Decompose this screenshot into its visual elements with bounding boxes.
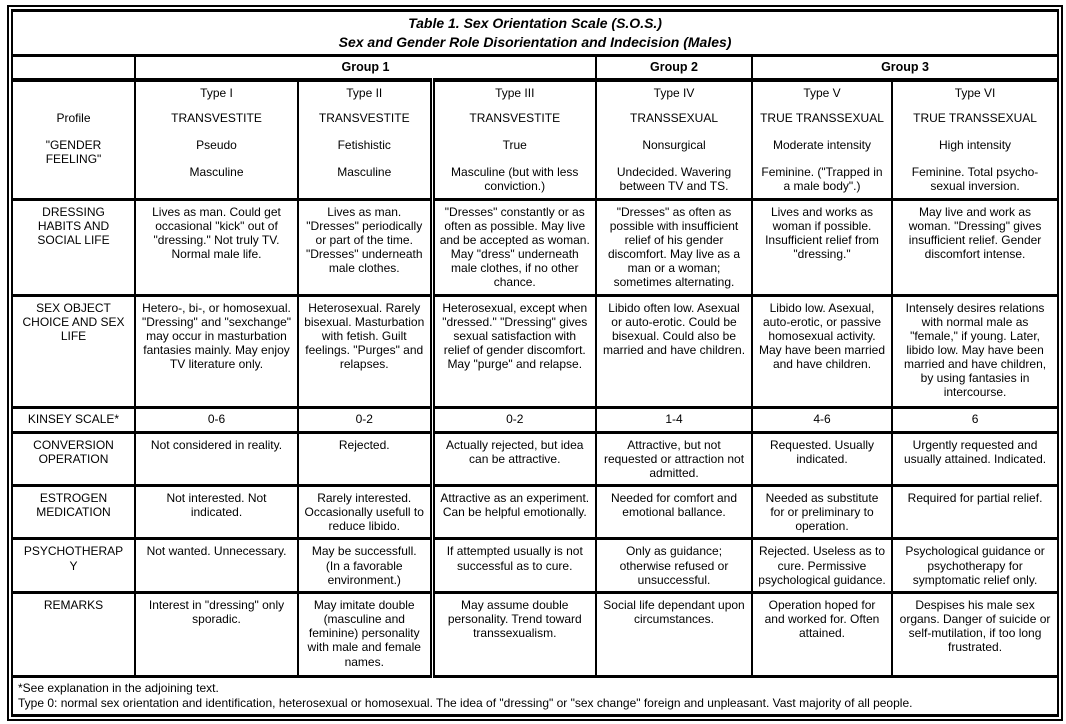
type4-feeling: Undecided. Wavering between TV and TS. (616, 165, 732, 194)
dressing-cell-type2: Lives as man. "Dresses" periodically or part of the time. "Dresses" underneath male clothes. (298, 199, 432, 295)
title-row (12, 11, 1058, 56)
type4-subtype: Nonsurgical (642, 138, 706, 153)
dressing-habits-row (12, 199, 1058, 295)
type3-feeling: Masculine (but with less conviction.) (451, 165, 579, 194)
dressing-cell-type3: "Dresses" constantly or as often as possible. May live and be accepted as woman. May "dress" underneath male clothes, if no other chance. (432, 199, 596, 295)
footnote-line2: Type 0: normal sex orientation and identification, heterosexual or homosexual. The idea of "dressing" or "sex change" foreign and unpleasant. Vast majority of all people. (18, 695, 913, 710)
row-label-estrogen-medication: ESTROGEN MEDICATION (12, 486, 135, 539)
type3-name: TRANSVESTITE (469, 111, 561, 126)
footnote-cell (12, 676, 1058, 715)
estrogen-cell-type1: Not interested. Not indicated. (135, 486, 298, 539)
type5-name: TRUE TRANSSEXUAL (760, 111, 884, 126)
row-label-remarks: REMARKS (12, 592, 135, 676)
type4-header (596, 80, 752, 199)
type5-label: Type V (803, 86, 841, 101)
group-header-row (12, 55, 1058, 80)
type6-header (892, 80, 1058, 199)
type2-label: Type II (346, 86, 383, 101)
psychotherapy-cell-type5: Rejected. Useless as to cure. Permissive psychological guidance. (752, 539, 892, 592)
title-cell (12, 11, 1058, 56)
type2-name: TRANSVESTITE (318, 111, 410, 126)
dressing-cell-type1: Lives as man. Could get occasional "kick" out of "dressing." Not truly TV. Normal male life. (135, 199, 298, 295)
conversion-cell-type3: Actually rejected, but idea can be attractive. (432, 432, 596, 485)
estrogen-cell-type3: Attractive as an experiment. Can be helpful emotionally. (432, 486, 596, 539)
profile-label-spacer (21, 86, 126, 111)
row-label-profile (12, 80, 135, 199)
type3-label: Type III (495, 86, 535, 101)
type1-subtype: Pseudo (196, 138, 237, 153)
remarks-cell-type3: May assume double personality. Trend toward transsexualism. (432, 592, 596, 676)
conversion-cell-type1: Not considered in reality. (135, 432, 298, 485)
dressing-cell-type4: "Dresses" as often as possible with insufficient relief of his gender discomfort. May live as a man or a woman; sometimes alternating. (596, 199, 752, 295)
row-label-dressing-habits: DRESSING HABITS AND SOCIAL LIFE (12, 199, 135, 295)
profile-label-line1: Profile (56, 111, 91, 126)
type1-label: Type I (200, 86, 233, 101)
profile-row (12, 80, 1058, 199)
group-header-1: Group 1 (135, 55, 596, 80)
group-header-2: Group 2 (596, 55, 752, 80)
sex-object-cell-type3: Heterosexual, except when "dressed." "Dressing" gives sexual satisfaction with relief of gender discomfort. May "purge" and relapse. (432, 295, 596, 407)
type3-header (432, 80, 596, 199)
psychotherapy-cell-type6: Psychological guidance or psychotherapy for symptomatic relief only. (892, 539, 1058, 592)
footnote-row (12, 676, 1058, 715)
type1-feeling: Masculine (189, 165, 244, 180)
type6-subtype: High intensity (939, 138, 1012, 153)
kinsey-cell-type5: 4-6 (752, 407, 892, 432)
kinsey-cell-type1: 0-6 (135, 407, 298, 432)
footnote-line1: *See explanation in the adjoining text. (18, 680, 219, 695)
sex-object-cell-type5: Libido low. Asexual, auto-erotic, or passive homosexual activity. May have been married and have children. (752, 295, 892, 407)
type3-subtype: True (502, 138, 527, 153)
sex-object-cell-type1: Hetero-, bi-, or homosexual. "Dressing" and "sexchange" may occur in masturbation fantasies mainly. May enjoy TV literature only. (135, 295, 298, 407)
psychotherapy-cell-type4: Only as guidance; otherwise refused or unsuccessful. (596, 539, 752, 592)
estrogen-cell-type4: Needed for comfort and emotional ballance. (596, 486, 752, 539)
conversion-cell-type4: Attractive, but not requested or attraction not admitted. (596, 432, 752, 485)
conversion-cell-type2: Rejected. (298, 432, 432, 485)
table-title-line2: Sex and Gender Role Disorientation and Indecision (Males) (338, 33, 732, 50)
sex-object-cell-type6: Intensely desires relations with normal male as "female," if young. Later, libido low. May have been married and have children, by using fantasies in intercourse. (892, 295, 1058, 407)
dressing-cell-type6: May live and work as woman. "Dressing" gives insufficient relief. Gender discomfort intense. (892, 199, 1058, 295)
remarks-cell-type6: Despises his male sex organs. Danger of suicide or self-mutilation, if too long frustrated. (892, 592, 1058, 676)
conversion-cell-type5: Requested. Usually indicated. (752, 432, 892, 485)
kinsey-cell-type3: 0-2 (432, 407, 596, 432)
sex-object-row (12, 295, 1058, 407)
kinsey-cell-type4: 1-4 (596, 407, 752, 432)
sos-table (11, 9, 1059, 717)
remarks-cell-type4: Social life dependant upon circumstances. (596, 592, 752, 676)
group-header-3: Group 3 (752, 55, 1058, 80)
table-frame (7, 5, 1063, 721)
type6-label: Type VI (954, 86, 996, 101)
row-label-kinsey-scale: KINSEY SCALE* (12, 407, 135, 432)
type6-feeling: Feminine. Total psycho-sexual inversion. (911, 165, 1039, 194)
dressing-cell-type5: Lives and works as woman if possible. Insufficient relief from "dressing." (752, 199, 892, 295)
row-label-psychotherapy: PSYCHOTHERAPY (12, 539, 135, 592)
type1-header (135, 80, 298, 199)
type2-header (298, 80, 432, 199)
psychotherapy-cell-type3: If attempted usually is not successful as to cure. (432, 539, 596, 592)
estrogen-medication-row (12, 486, 1058, 539)
kinsey-cell-type6: 6 (892, 407, 1058, 432)
type4-name: TRANSSEXUAL (629, 111, 719, 126)
kinsey-scale-row (12, 407, 1058, 432)
remarks-cell-type2: May imitate double (masculine and feminine) personality with male and female names. (298, 592, 432, 676)
estrogen-cell-type6: Required for partial relief. (892, 486, 1058, 539)
row-label-conversion-operation: CONVERSION OPERATION (12, 432, 135, 485)
sex-object-cell-type4: Libido often low. Asexual or auto-erotic. Could be bisexual. Could also be married and have children. (596, 295, 752, 407)
remarks-cell-type1: Interest in "dressing" only sporadic. (135, 592, 298, 676)
type2-subtype: Fetishistic (337, 138, 391, 153)
type4-label: Type IV (653, 86, 695, 101)
conversion-operation-row (12, 432, 1058, 485)
profile-label-line2: "GENDER FEELING" (45, 138, 102, 167)
type5-feeling: Feminine. ("Trapped in a male body".) (761, 165, 883, 194)
conversion-cell-type6: Urgently requested and usually attained. Indicated. (892, 432, 1058, 485)
row-label-sex-object: SEX OBJECT CHOICE AND SEX LIFE (12, 295, 135, 407)
psychotherapy-cell-type2: May be successfull. (In a favorable environment.) (298, 539, 432, 592)
type1-name: TRANSVESTITE (171, 111, 262, 126)
kinsey-cell-type2: 0-2 (298, 407, 432, 432)
remarks-cell-type5: Operation hoped for and worked for. Often attained. (752, 592, 892, 676)
group-header-blank (12, 55, 135, 80)
estrogen-cell-type5: Needed as substitute for or preliminary to operation. (752, 486, 892, 539)
type5-header (752, 80, 892, 199)
table-title-line1: Table 1. Sex Orientation Scale (S.O.S.) (408, 15, 662, 31)
type2-feeling: Masculine (337, 165, 392, 180)
type5-subtype: Moderate intensity (772, 138, 872, 153)
psychotherapy-row (12, 539, 1058, 592)
remarks-row (12, 592, 1058, 676)
estrogen-cell-type2: Rarely interested. Occasionally usefull to reduce libido. (298, 486, 432, 539)
type6-name: TRUE TRANSSEXUAL (913, 111, 1037, 126)
psychotherapy-cell-type1: Not wanted. Unnecessary. (135, 539, 298, 592)
sex-object-cell-type2: Heterosexual. Rarely bisexual. Masturbation with fetish. Guilt feelings. "Purges" and relapses. (298, 295, 432, 407)
